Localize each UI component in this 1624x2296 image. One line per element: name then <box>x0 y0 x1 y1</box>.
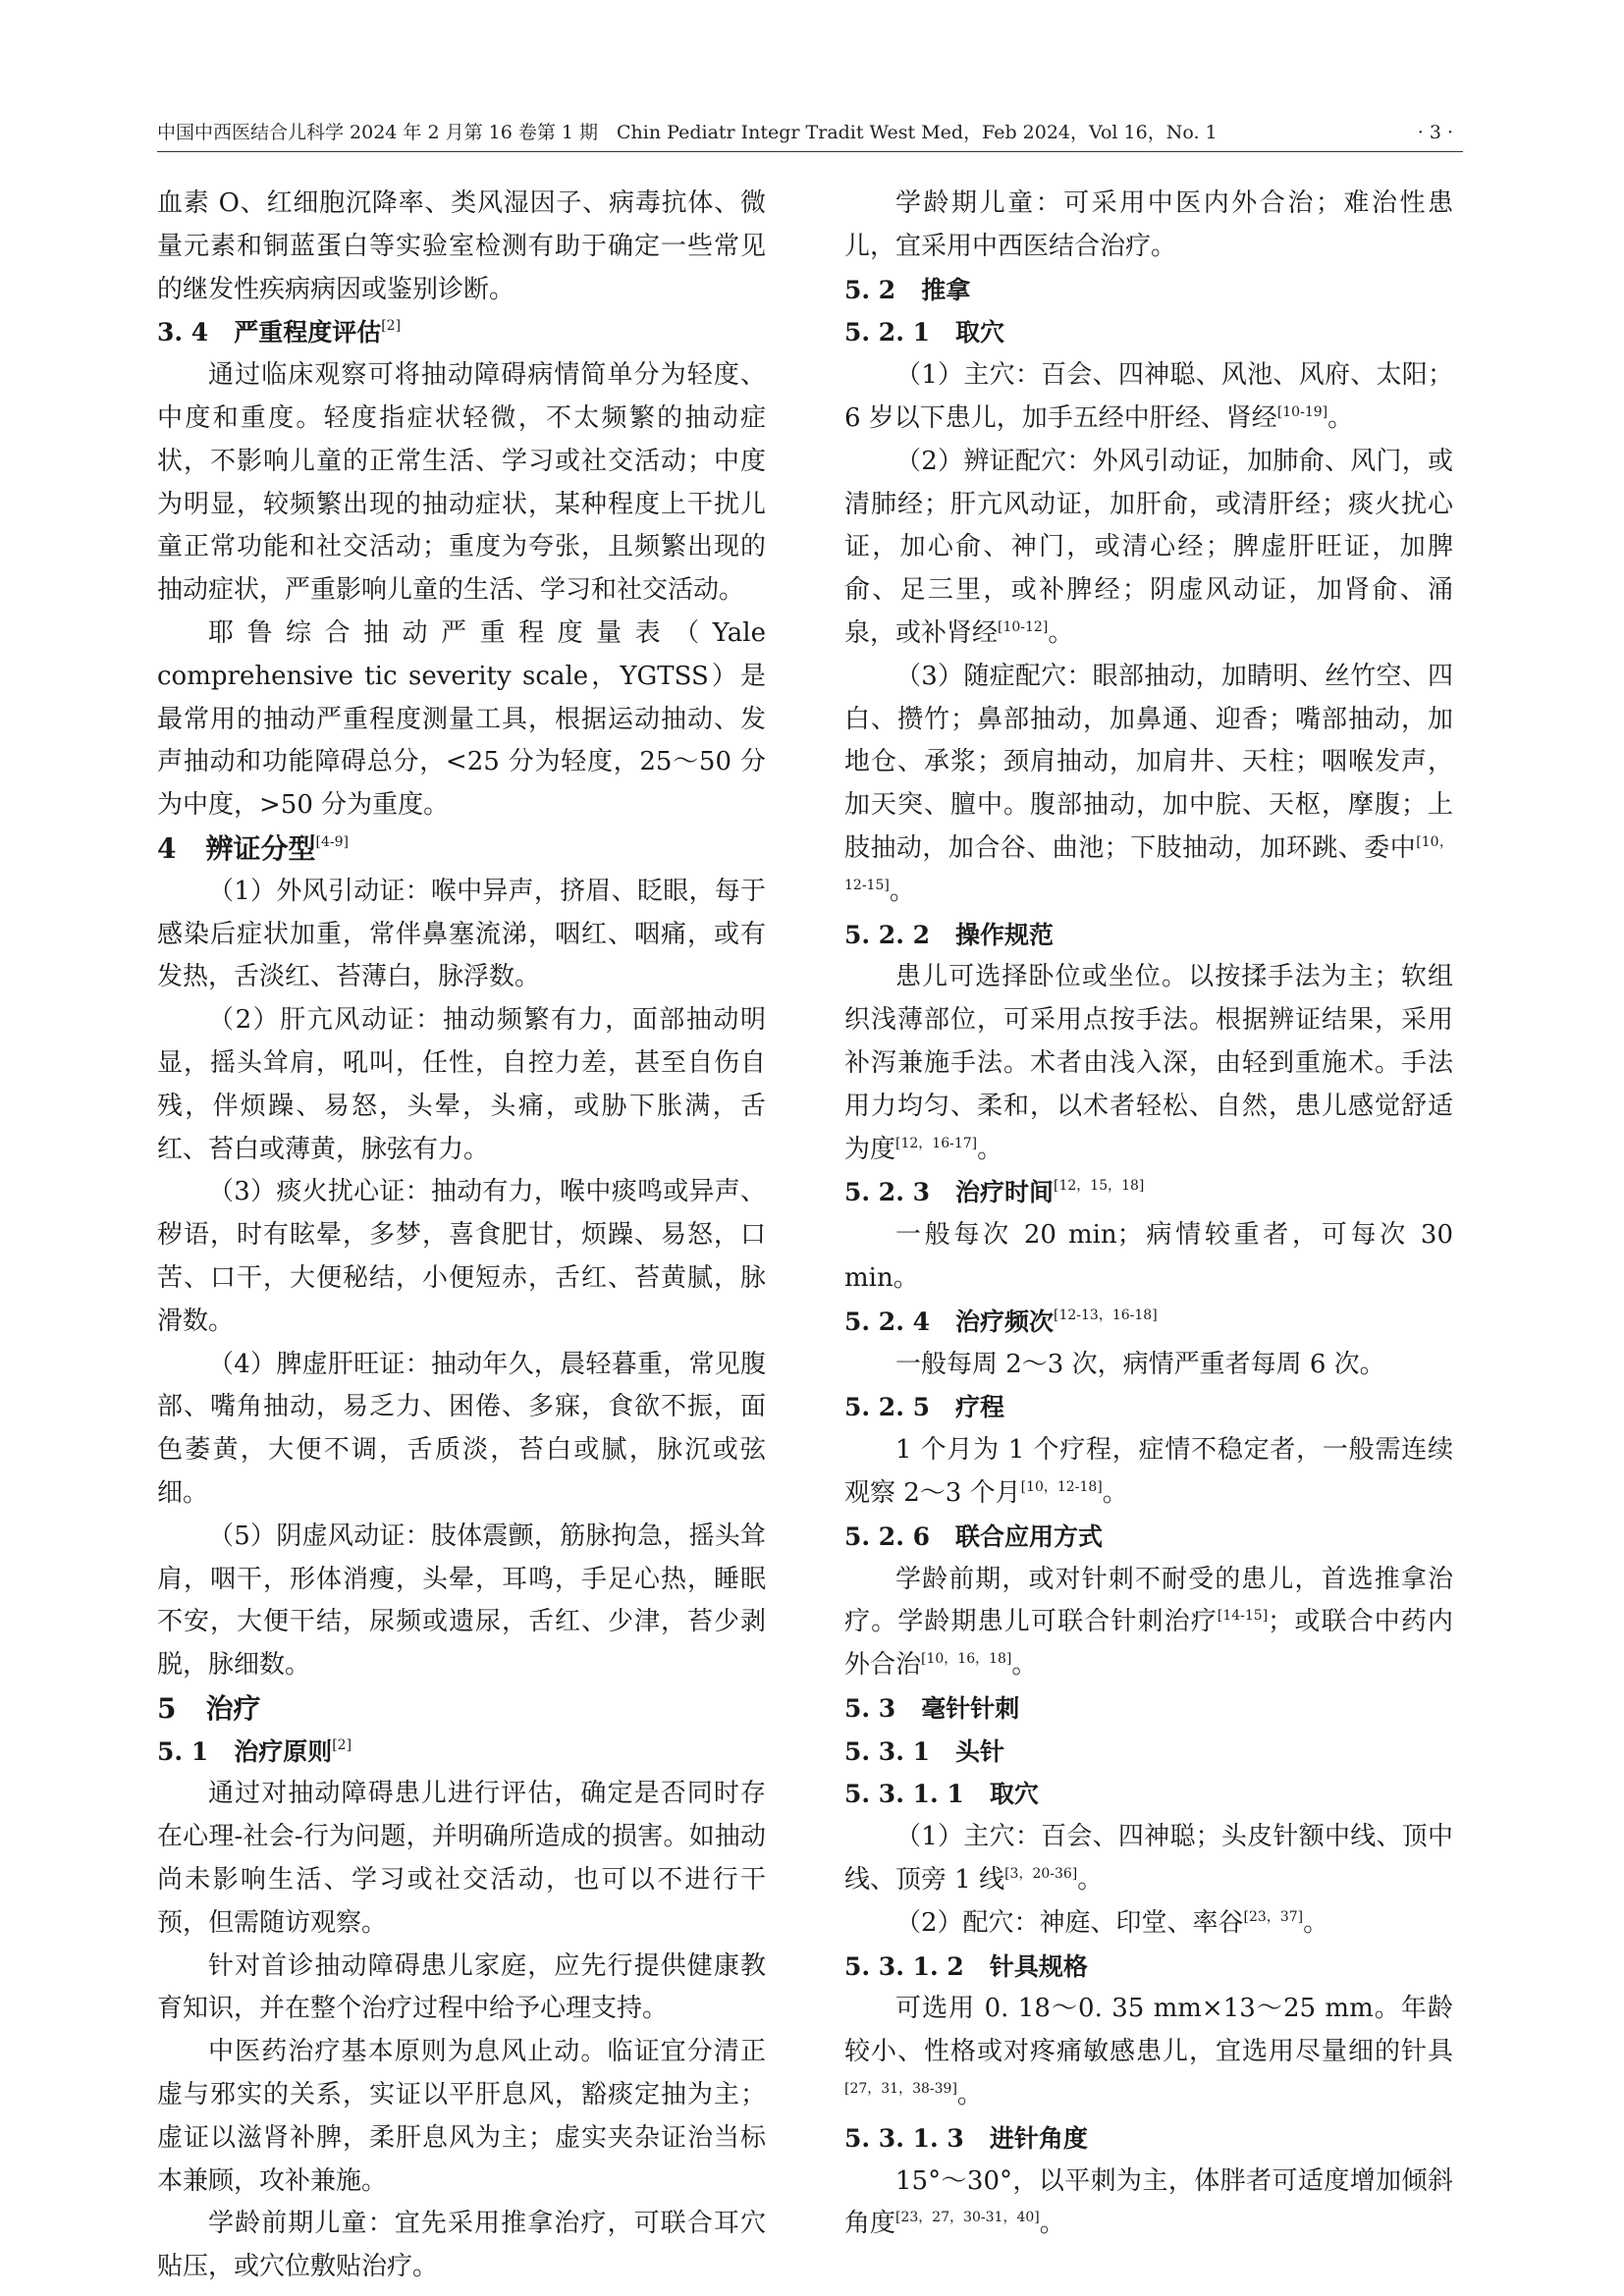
section-heading-5-2-3 <box>844 1171 1453 1214</box>
right-column <box>844 183 1453 2246</box>
page-number: · 3 · <box>1417 122 1453 143</box>
section-heading-5-2 <box>844 269 1453 312</box>
citation: [10，12-15] <box>844 833 1453 893</box>
paragraph <box>844 2161 1453 2247</box>
paragraph-text: 可选用 0. 18～0. 35 mm×13～25 mm。年龄较小、性格或对疼痛敏感患儿，宜选用尽量细的针具 <box>844 1994 1453 2067</box>
paragraph: 针对首诊抽动障碍患儿家庭，应先行提供健康教育知识，并在整个治疗过程中给予心理支持。 <box>157 1950 766 2024</box>
section-number: 5. 2. 1 <box>844 318 930 347</box>
paragraph: （2）肝亢风动证：抽动频繁有力，面部抽动明显，摇头耸肩，吼叫，任性，自控力差，甚至自伤自残，伴烦躁、易怒，头晕，头痛，或胁下胀满，舌红、苔白或薄黄，脉弦有力。 <box>157 1005 766 1164</box>
section-number: 5. 2. 3 <box>844 1178 930 1207</box>
section-number: 5 <box>157 1691 177 1725</box>
paragraph <box>844 1559 1453 1687</box>
section-number: 5. 3. 1. 3 <box>844 2123 964 2153</box>
section-title: 操作规范 <box>955 920 1055 949</box>
paragraph: （5）阴虚风动证：肢体震颤，筋脉拘急，摇头耸肩，咽干，形体消瘦，头晕，耳鸣，手足心热，睡眠不安，大便干结，尿频或遗尿，舌红、少津，苔少剥脱，脉细数。 <box>157 1521 766 1681</box>
citation: [14-15] <box>1217 1608 1269 1625</box>
paragraph-text: （1）主穴：百会、四神聪、风池、风府、太阳；6 岁以下患儿，加手五经中肝经、肾经 <box>844 360 1453 433</box>
paragraph <box>844 1902 1453 1946</box>
paragraph <box>844 1429 1453 1516</box>
section-heading-5-3-1-2 <box>844 1946 1453 1989</box>
section-title: 辨证分型 <box>205 831 316 865</box>
section-title: 取穴 <box>955 318 1005 347</box>
section-title: 治疗原则 <box>234 1736 333 1766</box>
paragraph-text: （2）辨证配穴：外风引动证，加肺俞、风门，或清肺经；肝亢风动证，加肝俞，或清肝经；痰火扰心证，加心俞、神门，或清心经；脾虚肝旺证，加脾俞、足三里，或补脾经；阴虚风动证，加肾俞、涌泉，或补肾经 <box>844 446 1453 648</box>
paragraph <box>844 656 1453 914</box>
citation: [3，20-36] <box>1004 1866 1078 1883</box>
paragraph: 一般每次 20 min；病情较重者，可每次 30 min。 <box>844 1220 1453 1293</box>
citation: [23，27，30-31，40] <box>895 2210 1040 2226</box>
citation: [12，16-17] <box>895 1135 978 1151</box>
section-number: 5. 2. 6 <box>844 1522 930 1551</box>
paragraph: 耶鲁综合抽动严重程度量表（Yale comprehensive tic severity scale，YGTSS）是最常用的抽动严重程度测量工具，根据运动抽动、发声抽动和功能障碍总分，<25 分为轻度，25～50 分为中度，>50 分为重度。 <box>157 617 766 821</box>
paragraph: 中医药治疗基本原则为息风止动。临证宜分清正虚与邪实的关系，实证以平肝息风，豁痰定抽为主；虚证以滋肾补脾，柔肝息风为主；虚实夹杂证治当标本兼顾，攻补兼施。 <box>157 2037 766 2196</box>
paragraph-text: （2）配穴：神庭、印堂、率谷 <box>895 1907 1244 1938</box>
paragraph: 血素 O、红细胞沉降率、类风湿因子、病毒抗体、微量元素和铜蓝蛋白等实验室检测有助于确定一些常见的继发性疾病病因或鉴别诊断。 <box>157 188 766 304</box>
section-heading-5-2-4 <box>844 1301 1453 1344</box>
section-heading-5-3-1-3 <box>844 2117 1453 2161</box>
section-number: 5. 3. 1 <box>844 1736 930 1766</box>
paragraph: 学龄前期儿童：宜先采用推拿治疗，可联合耳穴贴压，或穴位敷贴治疗。 <box>157 2209 766 2282</box>
section-heading-5-2-2 <box>844 914 1453 957</box>
paragraph-text: 学龄前期，或对针刺不耐受的患儿，首选推拿治疗。学龄期患儿可联合针刺治疗 <box>844 1564 1453 1637</box>
citation: [23，37] <box>1243 1908 1304 1925</box>
section-number: 5. 2 <box>844 275 896 304</box>
citation: [12，15，18] <box>1054 1178 1145 1195</box>
paragraph-text: 患儿可选择卧位或坐位。以按揉手法为主；软组织浅薄部位，可采用点按手法。根据辨证结果，采用补泻兼施手法。术者由浅入深，由轻到重施术。手法用力均匀、柔和，以术者轻松、自然，患儿感觉舒适为度 <box>844 962 1453 1164</box>
paragraph-text: ；或联合中药内外合治 <box>844 1607 1453 1681</box>
citation: [10，16，18] <box>921 1651 1012 1668</box>
section-heading-5-3-1-1 <box>844 1773 1453 1816</box>
running-header <box>157 118 1463 152</box>
section-title: 疗程 <box>955 1393 1005 1422</box>
punctuation: 。 <box>1303 1907 1329 1938</box>
section-number: 5. 3 <box>844 1693 896 1723</box>
punctuation: 。 <box>1102 1477 1128 1508</box>
paragraph-text: 1 个月为 1 个疗程，症情不稳定者，一般需连续观察 2～3 个月 <box>844 1435 1453 1508</box>
section-number: 5. 2. 4 <box>844 1307 930 1336</box>
section-number: 3. 4 <box>157 318 209 347</box>
section-heading-5-3 <box>844 1687 1453 1731</box>
citation: [10-19] <box>1276 403 1328 420</box>
citation: [12-13，16-18] <box>1054 1307 1158 1323</box>
paragraph <box>844 441 1453 656</box>
section-title: 治疗频次 <box>955 1307 1055 1336</box>
paragraph <box>844 1816 1453 1902</box>
punctuation: 。 <box>977 1134 1003 1164</box>
paragraph: 一般每周 2～3 次，病情严重者每周 6 次。 <box>895 1349 1385 1379</box>
section-title: 头针 <box>955 1736 1005 1766</box>
paragraph <box>844 354 1453 441</box>
paragraph: 学龄期儿童：可采用中医内外合治；难治性患儿，宜采用中西医结合治疗。 <box>844 188 1453 261</box>
section-title: 进针角度 <box>989 2123 1088 2153</box>
section-title: 治疗时间 <box>955 1178 1055 1207</box>
paragraph <box>844 956 1453 1171</box>
paragraph-text: （3）随症配穴：眼部抽动，加睛明、丝竹空、四白、攒竹；鼻部抽动，加鼻通、迎香；嘴部抽动，加地仓、承浆；颈肩抽动，加肩井、天柱；咽喉发声，加天突、膻中。腹部抽动，加中脘、天枢，摩腹；上肢抽动，加合谷、曲池；下肢抽动，加环跳、委中 <box>844 661 1453 863</box>
section-title: 联合应用方式 <box>955 1522 1104 1551</box>
section-number: 5. 1 <box>157 1736 209 1766</box>
punctuation: 。 <box>1011 1650 1038 1681</box>
left-column <box>157 183 766 2289</box>
section-title: 推拿 <box>921 275 971 304</box>
punctuation: 。 <box>1327 402 1354 433</box>
section-title: 毫针针刺 <box>921 1693 1020 1723</box>
section-heading-5-1 <box>157 1731 766 1774</box>
section-heading-3-4 <box>157 311 766 354</box>
section-number: 5. 2. 5 <box>844 1393 930 1422</box>
section-number: 5. 2. 2 <box>844 920 930 949</box>
section-heading-5-2-1 <box>844 311 1453 354</box>
section-heading-4 <box>157 828 766 871</box>
section-number: 5. 3. 1. 2 <box>844 1951 964 1981</box>
punctuation: 。 <box>1077 1865 1104 1896</box>
punctuation: 。 <box>956 2080 983 2110</box>
citation: [27，31，38-39] <box>844 2081 957 2098</box>
citation: [4-9] <box>315 833 349 850</box>
paragraph: （1）外风引动证：喉中异声，挤眉、眨眼，每于感染后症状加重，常伴鼻塞流涕，咽红、咽痛，或有发热，舌淡红、苔薄白，脉浮数。 <box>157 876 766 992</box>
section-title: 治疗 <box>205 1691 261 1725</box>
citation: [10-12] <box>998 618 1049 635</box>
section-heading-5-3-1 <box>844 1731 1453 1774</box>
citation: [2] <box>332 1736 352 1753</box>
section-number: 5. 3. 1. 1 <box>844 1780 964 1809</box>
section-title: 严重程度评估 <box>234 318 382 347</box>
paragraph: （4）脾虚肝旺证：抽动年久，晨轻暮重，常见腹部、嘴角抽动，易乏力、困倦、多寐，食欲不振，面色萎黄，大便不调，舌质淡，苔白或腻，脉沉或弦细。 <box>157 1349 766 1508</box>
paragraph-text: 15°～30°，以平刺为主，体胖者可适度增加倾斜角度 <box>844 2165 1453 2239</box>
paragraph-text: （1）主穴：百会、四神聪；头皮针额中线、顶中线、顶旁 1 线 <box>844 1822 1453 1896</box>
paragraph: 通过对抽动障碍患儿进行评估，确定是否同时存在心理-社会-行为问题，并明确所造成的损害。如抽动尚未影响生活、学习或社交活动，也可以不进行干预，但需随访观察。 <box>157 1779 766 1938</box>
citation: [10，12-18] <box>1020 1478 1103 1495</box>
paragraph <box>844 1988 1453 2116</box>
journal-citation: 中国中西医结合儿科学 2024 年 2 月第 16 卷第 1 期 Chin Pediatr Integr Tradit West Med，Feb 2024，Vol 16，No. 1 <box>157 122 1218 143</box>
paragraph: （3）痰火扰心证：抽动有力，喉中痰鸣或异声、秽语，时有眩晕，多梦，喜食肥甘，烦躁、易怒，口苦、口干，大便秘结，小便短赤，舌红、苔黄腻，脉滑数。 <box>157 1177 766 1336</box>
paragraph: 通过临床观察可将抽动障碍病情简单分为轻度、中度和重度。轻度指症状轻微，不太频繁的抽动症状，不影响儿童的正常生活、学习或社交活动；中度为明显，较频繁出现的抽动症状，某种程度上干扰儿童正常功能和社交活动；重度为夸张，且频繁出现的抽动症状，严重影响儿童的生活、学习和社交活动。 <box>157 360 766 606</box>
section-heading-5-2-5 <box>844 1386 1453 1429</box>
section-number: 4 <box>157 831 177 865</box>
punctuation: 。 <box>1039 2209 1065 2239</box>
punctuation: 。 <box>889 876 915 906</box>
section-heading-5-2-6 <box>844 1516 1453 1559</box>
punctuation: 。 <box>1048 617 1074 648</box>
citation: [2] <box>381 318 402 335</box>
section-heading-5 <box>157 1687 766 1731</box>
section-title: 取穴 <box>989 1780 1039 1809</box>
section-title: 针具规格 <box>989 1951 1088 1981</box>
